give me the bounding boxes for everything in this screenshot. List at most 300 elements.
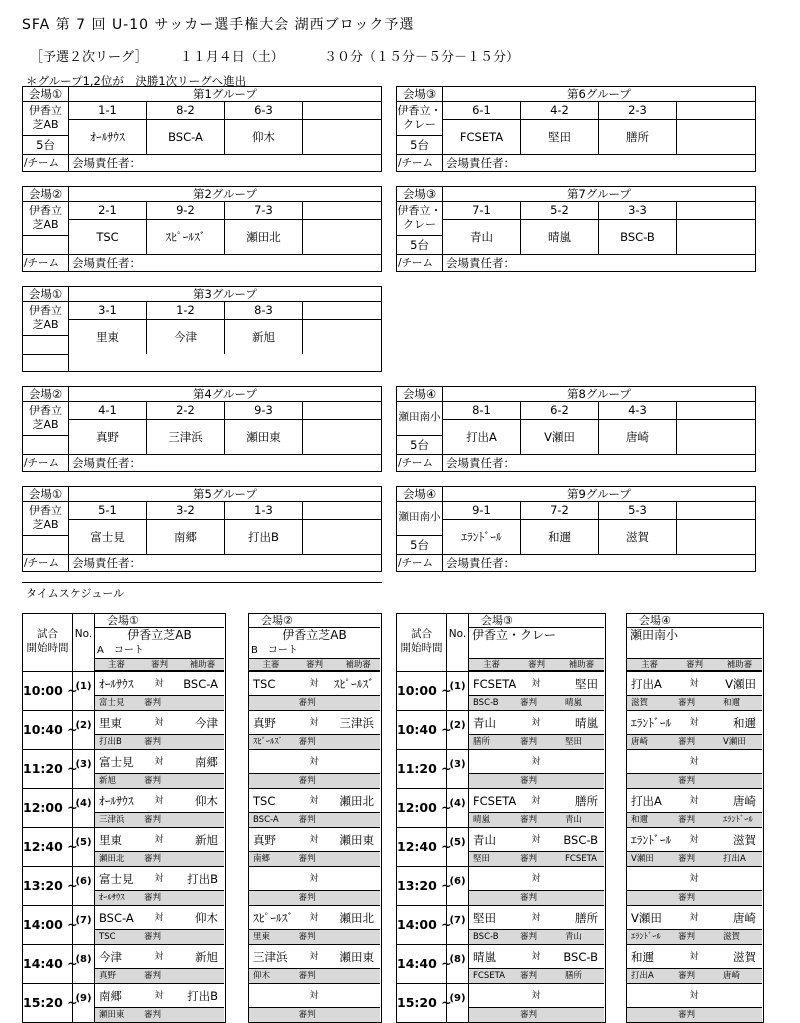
- referee-line: [95, 735, 224, 749]
- referee-line: [95, 852, 224, 866]
- assist-ref-label: 補助審: [345, 660, 371, 670]
- parking-count: 5台: [397, 536, 443, 554]
- group-name: 第6グループ: [443, 87, 755, 102]
- slot-code: 7-2: [521, 502, 598, 520]
- slot-code: 8-2: [147, 102, 224, 120]
- schedule-row: [249, 983, 380, 1022]
- referee-line: [627, 852, 762, 866]
- referee-line: [469, 891, 604, 905]
- referee-label: 審判: [678, 1010, 696, 1020]
- group-name: 第5グループ: [69, 487, 381, 502]
- start-time: 12:40 ~: [23, 828, 73, 866]
- away-team: 打出B: [187, 989, 218, 1003]
- away-team: 今津: [195, 716, 218, 730]
- schedule-row: [627, 671, 762, 710]
- away-team: 瀬田北: [339, 794, 374, 808]
- vs-label: 対: [531, 952, 541, 962]
- location-header: 瀬田南小: [630, 628, 679, 642]
- start-time: 15:20 ~: [397, 984, 447, 1022]
- manager-label: 会場責任者：: [443, 254, 755, 271]
- group-box: [396, 386, 756, 472]
- court-label: [627, 644, 762, 658]
- slot-code: 2-3: [599, 102, 676, 120]
- group-slot-empty: [677, 502, 755, 554]
- referee-label: 審判: [678, 854, 696, 864]
- home-team: FCSETA: [473, 794, 517, 808]
- referee-label: 審判: [298, 932, 316, 942]
- vs-label: 対: [154, 874, 164, 884]
- referee-label: 審判: [678, 815, 696, 825]
- group-slot: [599, 202, 677, 254]
- match-line: [249, 867, 380, 891]
- referee-label: 審判: [685, 660, 703, 670]
- assist-ref-label: 補助審: [568, 660, 595, 670]
- team-name: 打出A: [466, 430, 497, 444]
- match-line: [249, 828, 380, 852]
- vs-label: 対: [531, 679, 541, 689]
- slot-code: 8-3: [225, 302, 302, 320]
- vs-label: 対: [154, 796, 164, 806]
- schedule-row: [397, 944, 604, 983]
- venue-label: 会場④: [397, 487, 443, 502]
- parking-count: 5台: [397, 436, 443, 454]
- vs-label: 対: [531, 874, 541, 884]
- match-line: [469, 984, 604, 1008]
- group-slot: [69, 502, 147, 554]
- home-team: V瀬田: [631, 911, 662, 925]
- referee-line: [627, 891, 762, 905]
- assist-referee: FCSETA: [565, 854, 597, 864]
- vs-label: 対: [154, 835, 164, 845]
- team-role-label: /チーム: [397, 554, 443, 571]
- referee-label: 審判: [305, 660, 323, 670]
- schedule-row: [627, 905, 762, 944]
- team-role-label: /チーム: [23, 554, 69, 571]
- referee-line: [95, 930, 224, 944]
- schedule-heading: タイムスケジュール: [26, 587, 125, 600]
- vs-label: 対: [531, 835, 541, 845]
- vs-label: 対: [154, 991, 164, 1001]
- referee-line: [469, 696, 604, 710]
- group-slot: [147, 202, 225, 254]
- parking-count: [23, 336, 69, 354]
- vs-label: 対: [309, 913, 319, 923]
- referee-line: [249, 735, 380, 749]
- away-team: 瀬田東: [339, 833, 374, 847]
- schedule-row: [397, 710, 604, 749]
- referee-label: 審判: [144, 932, 162, 942]
- home-team: ｵｰﾙｻｳｽ: [99, 677, 134, 691]
- referee-label: 審判: [520, 932, 538, 942]
- slot-code-empty: [303, 402, 381, 420]
- group-name: 第4グループ: [69, 387, 381, 402]
- vs-label: 対: [689, 796, 699, 806]
- start-time: 12:00 ~: [397, 789, 447, 827]
- match-number: (1): [73, 672, 95, 710]
- team-role-label: /チーム: [397, 254, 443, 271]
- location-label: 伊香立 芝AB: [23, 202, 69, 236]
- group-name: 第3グループ: [69, 287, 381, 302]
- group-slot: [443, 502, 521, 554]
- away-team: 堅田: [575, 677, 598, 691]
- team-name: 今津: [174, 330, 197, 344]
- away-team: 南郷: [195, 755, 218, 769]
- group-slot: [225, 302, 303, 354]
- vs-label: 対: [689, 874, 699, 884]
- schedule-row: [249, 788, 380, 827]
- main-referee: V瀬田: [631, 854, 654, 864]
- main-referee: 唐崎: [631, 737, 649, 747]
- match-line: [249, 945, 380, 969]
- group-box: [22, 286, 382, 372]
- group-name: 第7グループ: [443, 187, 755, 202]
- assist-referee: 打出A: [723, 854, 746, 864]
- match-number: (5): [447, 828, 469, 866]
- location-label: 伊香立 芝AB: [23, 102, 69, 136]
- team-name: ｽﾋﾟｰﾙｽﾞ: [165, 230, 206, 244]
- away-team: 和邇: [733, 716, 756, 730]
- group-slot-empty: [677, 202, 755, 254]
- vs-label: 対: [689, 835, 699, 845]
- match-line: [627, 789, 762, 813]
- start-time: 11:20 ~: [397, 750, 447, 788]
- assist-referee: 青山: [565, 932, 583, 942]
- location-label: 伊香立 芝AB: [23, 402, 69, 436]
- referee-label: 審判: [144, 1010, 162, 1020]
- referee-line: [249, 930, 380, 944]
- parking-count: [23, 536, 69, 554]
- away-team: 三津浜: [339, 716, 374, 730]
- subtitle: [30, 46, 519, 65]
- schedule-row: [249, 671, 380, 710]
- team-role-label: /チーム: [397, 454, 443, 471]
- group-box: [22, 386, 382, 472]
- start-time: 14:00 ~: [397, 906, 447, 944]
- team-name: 里東: [96, 330, 119, 344]
- match-number: (8): [447, 945, 469, 983]
- schedule-row: [397, 866, 604, 905]
- referee-label: 審判: [520, 737, 538, 747]
- team-name: TSC: [96, 230, 119, 244]
- referee-line: [469, 930, 604, 944]
- start-time: 11:20 ~: [23, 750, 73, 788]
- match-line: [249, 984, 380, 1008]
- referee-label: 審判: [144, 776, 162, 786]
- assist-referee: ｴﾗﾝﾄﾞｰﾙ: [723, 815, 753, 825]
- slot-code: 4-3: [599, 402, 676, 420]
- format-label: ３０分（１５分－５分－１５分）: [323, 50, 519, 65]
- referee-label: 審判: [298, 1010, 316, 1020]
- schedule-table: [626, 613, 764, 1023]
- referee-line: [249, 969, 380, 983]
- slot-code-empty: [303, 102, 381, 120]
- referee-label: 審判: [298, 815, 316, 825]
- manager-label: 会場責任者：: [69, 254, 381, 271]
- team-role-label: /チーム: [397, 154, 443, 171]
- away-team: 晴嵐: [575, 716, 598, 730]
- team-name: BSC-A: [168, 130, 203, 144]
- schedule-table: [248, 613, 382, 1023]
- referee-line: [469, 852, 604, 866]
- assist-referee: 膳所: [565, 971, 583, 981]
- match-line: [469, 906, 604, 930]
- referee-label: 審判: [144, 971, 162, 981]
- referee-line: [95, 813, 224, 827]
- main-referee: BSC-A: [253, 815, 279, 825]
- venue-label: 会場②: [23, 187, 69, 202]
- vs-label: 対: [309, 718, 319, 728]
- main-referee: ｽﾋﾟｰﾙｽﾞ: [253, 737, 283, 747]
- home-team: 里東: [99, 716, 122, 730]
- slot-code: 7-1: [443, 202, 520, 220]
- start-time: 10:00 ~: [23, 672, 73, 710]
- home-team: 堅田: [473, 911, 496, 925]
- match-line: [95, 789, 224, 813]
- match-number: (4): [73, 789, 95, 827]
- role-header-row: [627, 658, 762, 671]
- schedule-row: [23, 827, 224, 866]
- referee-line: [469, 969, 604, 983]
- vs-label: 対: [309, 874, 319, 884]
- schedule-row: [249, 905, 380, 944]
- start-time: 14:40 ~: [397, 945, 447, 983]
- group-slot: [225, 102, 303, 154]
- slot-code: 7-3: [225, 202, 302, 220]
- assist-referee: 晴嵐: [565, 698, 583, 708]
- schedule-row: [23, 749, 224, 788]
- referee-line: [627, 735, 762, 749]
- vs-label: 対: [309, 796, 319, 806]
- slot-code: 6-2: [521, 402, 598, 420]
- match-line: [95, 867, 224, 891]
- referee-label: 審判: [678, 737, 696, 747]
- group-slot: [443, 102, 521, 154]
- group-slot: [69, 202, 147, 254]
- main-referee: 打出A: [631, 971, 654, 981]
- referee-line: [469, 774, 604, 788]
- slot-code: 9-1: [443, 502, 520, 520]
- assist-referee: V瀬田: [723, 737, 746, 747]
- group-box: [22, 186, 382, 272]
- vs-label: 対: [689, 679, 699, 689]
- match-line: [469, 789, 604, 813]
- match-line: [469, 828, 604, 852]
- main-ref-label: 主審: [482, 660, 500, 670]
- team-name: 晴嵐: [548, 230, 571, 244]
- schedule-row: [397, 788, 604, 827]
- main-referee: 新旭: [99, 776, 117, 786]
- referee-label: 審判: [678, 971, 696, 981]
- team-name: 仰木: [252, 130, 275, 144]
- home-team: 富士見: [99, 872, 134, 886]
- referee-label: 審判: [144, 698, 162, 708]
- home-team: 青山: [473, 833, 496, 847]
- team-role-label: /チーム: [23, 454, 69, 471]
- main-referee: TSC: [99, 932, 116, 942]
- slot-code: 4-2: [521, 102, 598, 120]
- match-number: (7): [73, 906, 95, 944]
- main-referee: BSC-B: [473, 932, 499, 942]
- referee-label: 審判: [520, 815, 538, 825]
- location-header: 伊香立芝AB: [127, 628, 192, 642]
- match-line: [469, 945, 604, 969]
- vs-label: 対: [309, 991, 319, 1001]
- referee-label: 審判: [520, 776, 538, 786]
- referee-label: 審判: [144, 815, 162, 825]
- match-number: (8): [73, 945, 95, 983]
- away-team: 唐崎: [733, 911, 756, 925]
- away-team: BSC-B: [563, 833, 598, 847]
- referee-line: [627, 969, 762, 983]
- match-number: (3): [447, 750, 469, 788]
- referee-label: 審判: [298, 737, 316, 747]
- match-line: [95, 672, 224, 696]
- manager-label: 会場責任者：: [69, 154, 381, 171]
- slot-code: 1-3: [225, 502, 302, 520]
- slot-code: 1-1: [69, 102, 146, 120]
- main-referee: 瀬田東: [99, 1010, 125, 1020]
- referee-label: 審判: [298, 698, 316, 708]
- location-label: 瀬田南小: [397, 502, 443, 536]
- referee-line: [249, 852, 380, 866]
- start-time: 13:20 ~: [23, 867, 73, 905]
- vs-label: 対: [309, 679, 319, 689]
- match-line: [249, 906, 380, 930]
- referee-line: [249, 891, 380, 905]
- venue-header: 会場①: [95, 614, 224, 628]
- team-role-empty: [23, 354, 69, 371]
- schedule-row: [23, 866, 224, 905]
- vs-label: 対: [154, 913, 164, 923]
- start-time: 13:20 ~: [397, 867, 447, 905]
- vs-label: 対: [154, 757, 164, 767]
- team-name: 富士見: [90, 530, 125, 544]
- home-team: ｵｰﾙｻｳｽ: [99, 794, 134, 808]
- schedule-row: [627, 827, 762, 866]
- location-label: 伊香立・ クレー: [397, 202, 443, 236]
- schedule-row: [23, 944, 224, 983]
- group-slot-empty: [677, 402, 755, 454]
- slot-code-empty: [677, 102, 755, 120]
- team-name: FCSETA: [459, 130, 504, 144]
- match-number: (5): [73, 828, 95, 866]
- venue-label: 会場③: [397, 187, 443, 202]
- schedule-row: [627, 944, 762, 983]
- schedule-row: [23, 671, 224, 710]
- venue-header: 会場③: [469, 614, 604, 628]
- start-time-header: 試合 開始時間: [397, 614, 447, 671]
- home-team: 三津浜: [253, 950, 288, 964]
- match-line: [627, 906, 762, 930]
- main-referee: 富士見: [99, 698, 125, 708]
- referee-line: [627, 774, 762, 788]
- manager-label: 会場責任者：: [443, 554, 755, 571]
- match-line: [95, 945, 224, 969]
- match-line: [95, 828, 224, 852]
- vs-label: 対: [689, 718, 699, 728]
- start-time: 10:40 ~: [397, 711, 447, 749]
- main-referee: ｴﾗﾝﾄﾞｰﾙ: [631, 932, 661, 942]
- vs-label: 対: [309, 835, 319, 845]
- away-team: BSC-B: [563, 950, 598, 964]
- match-number: (6): [73, 867, 95, 905]
- away-team: 打出B: [187, 872, 218, 886]
- match-number: (2): [73, 711, 95, 749]
- start-time: 14:40 ~: [23, 945, 73, 983]
- team-name: 青山: [470, 230, 493, 244]
- parking-count: 5台: [397, 236, 443, 254]
- main-ref-label: 主審: [640, 660, 658, 670]
- team-name: 滋賀: [626, 530, 649, 544]
- schedule-row: [397, 905, 604, 944]
- group-box: [396, 186, 756, 272]
- group-name: 第9グループ: [443, 487, 755, 502]
- referee-line: [627, 930, 762, 944]
- home-team: 南郷: [99, 989, 122, 1003]
- match-line: [627, 828, 762, 852]
- slot-code: 8-1: [443, 402, 520, 420]
- team-name: 新旭: [252, 330, 275, 344]
- match-line: [249, 711, 380, 735]
- referee-label: 審判: [520, 1010, 538, 1020]
- parking-count: 5台: [397, 136, 443, 154]
- start-time: 10:40 ~: [23, 711, 73, 749]
- vs-label: 対: [154, 952, 164, 962]
- group-slot: [225, 402, 303, 454]
- location-header: 伊香立芝AB: [282, 628, 347, 642]
- schedule-row: [249, 749, 380, 788]
- role-header-row: [469, 658, 604, 671]
- vs-label: 対: [154, 679, 164, 689]
- role-header-row: [249, 658, 380, 671]
- away-team: ｽﾋﾟｰﾙｽﾞ: [333, 677, 374, 691]
- match-line: [627, 945, 762, 969]
- match-line: [627, 984, 762, 1008]
- match-line: [469, 750, 604, 774]
- slot-code-empty: [677, 402, 755, 420]
- match-line: [627, 711, 762, 735]
- vs-label: 対: [689, 913, 699, 923]
- venue-header: 会場②: [249, 614, 380, 628]
- referee-label: 審判: [150, 660, 168, 670]
- group-slot-empty: [303, 302, 381, 354]
- team-name: 堅田: [548, 130, 571, 144]
- main-ref-label: 主審: [262, 660, 280, 670]
- group-slot: [521, 502, 599, 554]
- schedule-row: [23, 788, 224, 827]
- team-role-label: /チーム: [23, 254, 69, 271]
- court-label: A コート: [97, 645, 144, 656]
- home-team: 真野: [253, 716, 276, 730]
- team-name: ｵｰﾙｻｳｽ: [90, 130, 125, 144]
- referee-label: 審判: [298, 893, 316, 903]
- group-slot: [225, 502, 303, 554]
- slot-code: 3-3: [599, 202, 676, 220]
- team-name: 真野: [96, 430, 119, 444]
- vs-label: 対: [531, 913, 541, 923]
- group-slot: [521, 102, 599, 154]
- away-team: 新旭: [195, 950, 218, 964]
- slot-code-empty: [303, 202, 381, 220]
- referee-line: [627, 813, 762, 827]
- team-name: 打出B: [248, 530, 279, 544]
- slot-code-empty: [303, 302, 381, 320]
- slot-code: 2-2: [147, 402, 224, 420]
- referee-label: 審判: [298, 854, 316, 864]
- group-slot: [599, 502, 677, 554]
- group-slot: [69, 402, 147, 454]
- home-team: 里東: [99, 833, 122, 847]
